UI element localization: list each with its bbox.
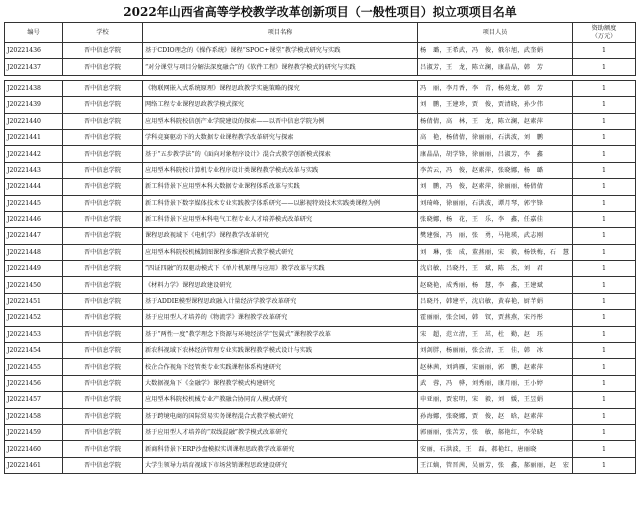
cell-members: 康晶晶，胡学锋，徐丽丽，吕淑芳，李 鑫 [418, 146, 573, 162]
cell-funding: 1 [573, 162, 636, 178]
cell-project-name: 应用型本科院校机械专业产教融合协同育人模式研究 [143, 392, 418, 408]
cell-project-name: “对分课堂与项目分解法深度融合”的《软件工程》课程教学模式的研究与实践 [143, 59, 418, 75]
cell-funding: 1 [573, 113, 636, 129]
cell-members: 刘 鹏，王建珍，贾 俊，贾清晓，孙少伟 [418, 97, 573, 113]
table-row [5, 244, 636, 260]
cell-funding: 1 [573, 129, 636, 145]
cell-project-name: 《物联网嵌入式系统原理》课程思政教学实施策略的探究 [143, 80, 418, 96]
table-row [5, 211, 636, 227]
cell-funding: 1 [573, 375, 636, 391]
cell-school: 晋中信息学院 [63, 310, 143, 326]
cell-school: 晋中信息学院 [63, 441, 143, 457]
cell-project-name: 《材料力学》课程思政建设研究 [143, 277, 418, 293]
cell-school: 晋中信息学院 [63, 359, 143, 375]
cell-project-name: 大学生领导力培育视域下市场营销课程思政建设研究 [143, 457, 418, 473]
cell-project-name: 应用型本科院校机械制图课程多维递阶式教学模式研究 [143, 244, 418, 260]
table-row [5, 97, 636, 113]
cell-funding: 1 [573, 59, 636, 75]
cell-funding: 1 [573, 392, 636, 408]
cell-code: J20221460 [5, 441, 63, 457]
cell-members: 杨倩倩，高 林，王 龙，陈立澜，赵素萍 [418, 113, 573, 129]
table-row [5, 392, 636, 408]
cell-members: 刘 琳，张 成，董燕丽，宋 毅，杨铁梅，石 慧 [418, 244, 573, 260]
table-row [5, 228, 636, 244]
cell-members: 刘剑胖，杨丽丽，张会清，王 佳，韩 冰 [418, 343, 573, 359]
cell-school: 晋中信息学院 [63, 343, 143, 359]
cell-project-name: 新工科背景下数字媒体技术专业实践教学体系研究——以影视特效技术实践类课程为例 [143, 195, 418, 211]
cell-funding: 1 [573, 408, 636, 424]
cell-school: 晋中信息学院 [63, 211, 143, 227]
cell-funding: 1 [573, 43, 636, 59]
cell-members: 沈启敏，吕晓丹，王 斌，陈 杰，刘 君 [418, 261, 573, 277]
cell-funding: 1 [573, 80, 636, 96]
cell-funding: 1 [573, 179, 636, 195]
cell-code: J20221450 [5, 277, 63, 293]
cell-project-name: 基于ADDIE模型课程思政融入计量经济学教学改革研究 [143, 293, 418, 309]
cell-members: 张晓娜，杨 花，王 乐，李 鑫，任嘉佳 [418, 211, 573, 227]
cell-school: 晋中信息学院 [63, 195, 143, 211]
cell-members: 孙海娜，张晓娜，贾 俊，赵 晗，赵素萍 [418, 408, 573, 424]
cell-funding: 1 [573, 441, 636, 457]
cell-project-name: 应用型本科院校计算机专业程序设计类课程教学模式改革与实践 [143, 162, 418, 178]
cell-members: 吕晓丹，韩建平，沈启敏，黄春艳，厨芊娟 [418, 293, 573, 309]
cell-funding: 1 [573, 343, 636, 359]
cell-funding: 1 [573, 326, 636, 342]
cell-school: 晋中信息学院 [63, 146, 143, 162]
cell-members: 武 蓉，冯 骅，刘秀丽，康月丽，王小婷 [418, 375, 573, 391]
table-row [5, 195, 636, 211]
cell-funding: 1 [573, 293, 636, 309]
cell-code: J20221442 [5, 146, 63, 162]
cell-code: J20221443 [5, 162, 63, 178]
cell-code: J20221440 [5, 113, 63, 129]
cell-project-name: 基于“两性一度”教学理念下资源与环境经济学“包翼式”课程教学改革 [143, 326, 418, 342]
cell-members: 霍丽丽，张会园，韩 钗，贾燕燕，宋丹彤 [418, 310, 573, 326]
cell-members: 吕淑芳，王 龙，陈立澜，康晶晶，韩 芳 [418, 59, 573, 75]
cell-project-name: 基于应用型人才培养的“双线混融”教学模式改革研究 [143, 424, 418, 440]
cell-funding: 1 [573, 195, 636, 211]
cell-members: 赵晓艳，成秀丽，杨 慧，李 鑫，王建斌 [418, 277, 573, 293]
cell-school: 晋中信息学院 [63, 457, 143, 473]
cell-code: J20221439 [5, 97, 63, 113]
cell-funding: 1 [573, 277, 636, 293]
cell-members: 刘 鹏，冯 俊，赵素萍，徐丽丽，杨倩倩 [418, 179, 573, 195]
table-row [5, 310, 636, 326]
cell-funding: 1 [573, 146, 636, 162]
cell-funding: 1 [573, 457, 636, 473]
header-name: 项目名称 [143, 23, 418, 43]
cell-school: 晋中信息学院 [63, 261, 143, 277]
cell-school: 晋中信息学院 [63, 43, 143, 59]
cell-school: 晋中信息学院 [63, 228, 143, 244]
table-row [5, 129, 636, 145]
cell-school: 晋中信息学院 [63, 129, 143, 145]
cell-funding: 1 [573, 310, 636, 326]
cell-school: 晋中信息学院 [63, 80, 143, 96]
header-funding-line2: （万元） [591, 32, 617, 40]
cell-code: J20221459 [5, 424, 63, 440]
table-row [5, 59, 636, 75]
cell-members: 王江嫡，管晋茜，吴丽芳，张 鑫，郝丽丽，赵 宏 [418, 457, 573, 473]
table-row [5, 359, 636, 375]
cell-members: 郭丽丽，张苦芳，张 敏，郝艳红，李荣晓 [418, 424, 573, 440]
cell-funding: 1 [573, 97, 636, 113]
table-row [5, 343, 636, 359]
cell-project-name: 网络工程专业课程思政教学模式探究 [143, 97, 418, 113]
cell-school: 晋中信息学院 [63, 113, 143, 129]
cell-school: 晋中信息学院 [63, 392, 143, 408]
cell-code: J20221447 [5, 228, 63, 244]
table-row [5, 424, 636, 440]
cell-school: 晋中信息学院 [63, 162, 143, 178]
cell-funding: 1 [573, 244, 636, 260]
cell-code: J20221451 [5, 293, 63, 309]
cell-project-name: 基于应用型人才培养的《物流学》课程教学改革研究 [143, 310, 418, 326]
cell-code: J20221444 [5, 179, 63, 195]
cell-project-name: 基于“五步教学法”的《面向对象程序设计》混合式教学创新模式探索 [143, 146, 418, 162]
cell-school: 晋中信息学院 [63, 408, 143, 424]
cell-code: J20221453 [5, 326, 63, 342]
cell-project-name: 新工科背景下应用型本科电气工程专业人才培养模式改革研究 [143, 211, 418, 227]
cell-project-name: 校企合作视角下经管类专业实践课程体系构建研究 [143, 359, 418, 375]
table-row [5, 43, 636, 59]
cell-code: J20221437 [5, 59, 63, 75]
cell-school: 晋中信息学院 [63, 179, 143, 195]
cell-funding: 1 [573, 359, 636, 375]
cell-members: 宋 超，范立清，王 茁，杜 勤，赵 珏 [418, 326, 573, 342]
cell-code: J20221458 [5, 408, 63, 424]
cell-code: J20221445 [5, 195, 63, 211]
cell-code: J20221457 [5, 392, 63, 408]
table-row [5, 408, 636, 424]
header-funding-line1: 资助额度 [591, 24, 617, 32]
header-funding [573, 23, 636, 43]
cell-code: J20221448 [5, 244, 63, 260]
cell-members: 赵林茜，刘鸿雁，宋丽丽，郭 鹏，赵素萍 [418, 359, 573, 375]
cell-code: J20221461 [5, 457, 63, 473]
table-row [5, 261, 636, 277]
page-title: 2022年山西省高等学校教学改革创新项目（一般性项目）拟立项项目名单 [123, 5, 517, 19]
cell-project-name: 课程思政视域下《电机学》课程教学改革研究 [143, 228, 418, 244]
cell-school: 晋中信息学院 [63, 277, 143, 293]
cell-school: 晋中信息学院 [63, 244, 143, 260]
cell-code: J20221436 [5, 43, 63, 59]
table-row [5, 179, 636, 195]
cell-members: 杨 璐，王希武，冯 俊，俄尔旭，武奎娟 [418, 43, 573, 59]
table-row [5, 146, 636, 162]
table-row [5, 375, 636, 391]
cell-code: J20221438 [5, 80, 63, 96]
cell-school: 晋中信息学院 [63, 97, 143, 113]
table-row [5, 326, 636, 342]
cell-school: 晋中信息学院 [63, 326, 143, 342]
project-table [4, 22, 636, 474]
cell-code: J20221446 [5, 211, 63, 227]
cell-code: J20221454 [5, 343, 63, 359]
cell-project-name: 新农科视域下农林经济管理专业实践课程教学模式设计与实践 [143, 343, 418, 359]
cell-funding: 1 [573, 228, 636, 244]
cell-members: 李苦云，冯 俊，赵素萍，张晓娜，杨 璐 [418, 162, 573, 178]
cell-funding: 1 [573, 424, 636, 440]
table-row [5, 277, 636, 293]
cell-project-name: “四证四融”的双驱动模式下《单片机原理与应用》教学改革与实践 [143, 261, 418, 277]
cell-funding: 1 [573, 261, 636, 277]
table-header-row [5, 23, 636, 43]
cell-code: J20221441 [5, 129, 63, 145]
cell-members: 安丽，石洪波，王 磊，郝艳红，唐丽晓 [418, 441, 573, 457]
header-members: 项目人员 [418, 23, 573, 43]
cell-project-name: 应用型本科院校信创产业学院建设的探索——以晋中信息学院为例 [143, 113, 418, 129]
table-row [5, 80, 636, 96]
cell-members: 刘琦峰，徐丽丽，石洪波，谭月琴，郭宇锋 [418, 195, 573, 211]
cell-code: J20221456 [5, 375, 63, 391]
header-school: 学校 [63, 23, 143, 43]
cell-project-name: 新工科背景下应用型本科大数据专业课程体系改革与实践 [143, 179, 418, 195]
table-row [5, 441, 636, 457]
cell-project-name: 学科竞赛驱动下的大数据专业课程教学改革研究与探索 [143, 129, 418, 145]
cell-members: 高 艳，杨倩倩，徐丽丽，石洪波，刘 鹏 [418, 129, 573, 145]
cell-school: 晋中信息学院 [63, 59, 143, 75]
cell-school: 晋中信息学院 [63, 424, 143, 440]
cell-school: 晋中信息学院 [63, 293, 143, 309]
cell-code: J20221452 [5, 310, 63, 326]
cell-project-name: 基于CDIO理念的《操作系统》课程“SPOC+课堂”教学模式研究与实践 [143, 43, 418, 59]
table-row [5, 457, 636, 473]
table-row [5, 293, 636, 309]
cell-project-name: 基于跨境电商的国际贸易实务课程混合式教学模式研究 [143, 408, 418, 424]
cell-project-name: 大数据视角下《金融学》课程教学模式构建研究 [143, 375, 418, 391]
cell-project-name: 新商科背景下ERP沙盘模拟实训课程思政教学改革研究 [143, 441, 418, 457]
header-code: 编号 [5, 23, 63, 43]
cell-code: J20221449 [5, 261, 63, 277]
table-row [5, 162, 636, 178]
cell-funding: 1 [573, 211, 636, 227]
cell-code: J20221455 [5, 359, 63, 375]
cell-members: 樊建强，冯 丽，张 勇，马艳瑛，武志刚 [418, 228, 573, 244]
cell-school: 晋中信息学院 [63, 375, 143, 391]
table-row [5, 113, 636, 129]
cell-members: 冯 丽，李月香，李 青，杨苑龙，韩 芳 [418, 80, 573, 96]
cell-members: 申亚丽，贾宏明，宋 毅，刘 媛，王昱娟 [418, 392, 573, 408]
